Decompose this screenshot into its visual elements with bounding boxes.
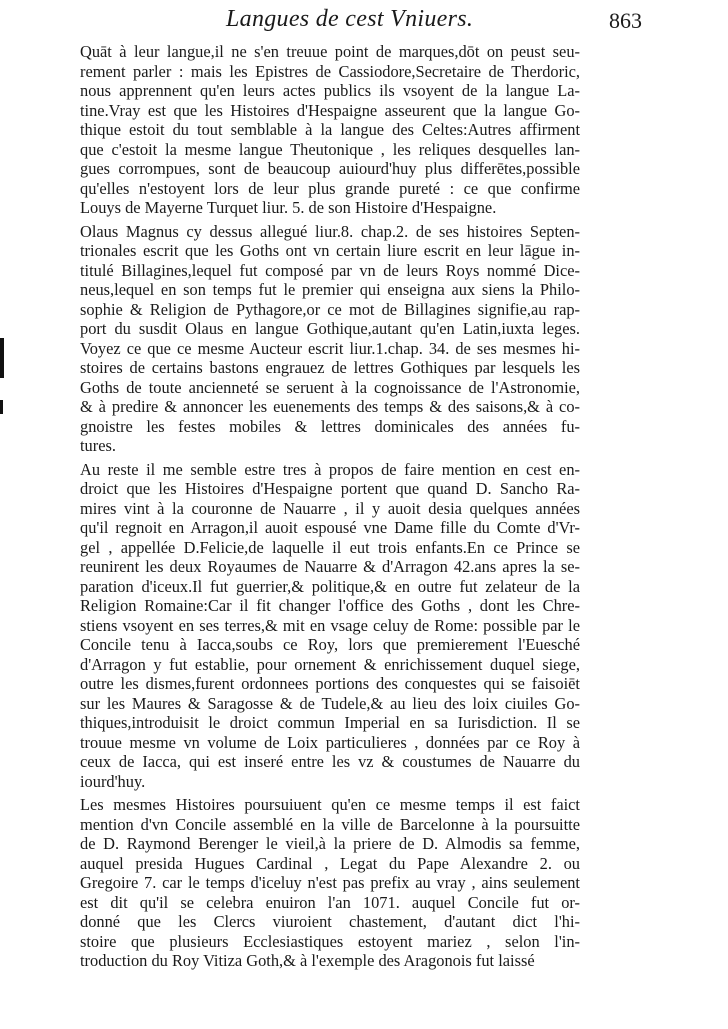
text-line: outre les dismes,furent ordonnees portions des conquestes qui se faisoiēt <box>80 674 580 693</box>
running-title: Langues de cest Vniuers. <box>226 6 474 32</box>
text-line: Goths de toute ancienneté se seruent à la cognoissance de l'Astronomie, <box>80 377 580 397</box>
paragraph <box>80 460 580 792</box>
paragraph <box>80 42 580 218</box>
text-line: paration d'iceux.Il fut guerrier,& politique,& en outre fut zelateur de la <box>80 576 580 596</box>
text-line: neus,lequel en son temps fut le premier qui enseigna aux siens la Philo- <box>80 280 580 299</box>
text-line: qu'il regnoit en Arragon,il auoit espousé vne Dame fille du Comte d'Vr- <box>80 518 580 537</box>
text-line: Louys de Mayerne Turquet liur. 5. de son Histoire d'Hespaigne. <box>80 198 497 217</box>
text-line: iourd'huy. <box>80 771 146 791</box>
text-line: Olaus Magnus cy dessus allegué liur.8. chap.2. de ses histoires Septen- <box>80 221 580 241</box>
text-line: ceux de Iacca, qui est inseré entre les vz & coustumes de Nauarre du <box>80 752 580 771</box>
text-line: trionales escrit que les Goths ont vn certain liure escrit en leur lāgue in- <box>80 241 580 260</box>
text-line: d'Arragon y fut establie, pour ornement & enrichissement duquel siege, <box>80 654 580 674</box>
paragraph <box>80 222 580 456</box>
text-line: Gregoire 7. car le temps d'iceluy n'est pas prefix au vray , ains seulement <box>80 873 580 892</box>
text-line: titulé Billagines,lequel fut composé par vn de leurs Roys nommé Dice- <box>80 260 580 280</box>
text-line: Religion Romaine:Car il fit changer l'office des Goths , dont les Chre- <box>80 596 580 615</box>
binding-edge-mark <box>0 400 3 414</box>
text-body <box>80 42 580 971</box>
text-line: Au reste il me semble estre tres à propos de faire mention en cest en- <box>80 459 580 479</box>
text-line: reunirent les deux Royaumes de Nauarre & d'Arragon 42.ans apres la se- <box>80 557 580 576</box>
text-line: nous apprennent qu'en leurs actes publics ils vsoyent de la langue La- <box>80 81 580 100</box>
text-line: Concile tenu à Iacca,soubs ce Roy, lors que premierement l'Euesché <box>80 635 580 654</box>
text-line: donné que les Clercs viuroient chastement, d'autant dict l'hi- <box>80 912 580 931</box>
text-line: est dit qu'il se celebra enuiron l'an 1071. auquel Concile fut or- <box>80 892 580 912</box>
text-line: stoires de certains bastons engrauez de lettres Gothiques par lesquels les <box>80 358 580 377</box>
text-line: Les mesmes Histoires poursuiuent qu'en ce mesme temps il est faict <box>80 795 580 814</box>
text-line: qu'elles n'estoyent lors de leur plus grande pureté : ce que confirme <box>80 178 580 198</box>
text-line: thiques,introduisit le droict commun Imperial en sa Iurisdiction. Il se <box>80 713 580 732</box>
text-line: mires vint à la couronne de Nauarre , il y auoit desia quelques années <box>80 498 580 518</box>
text-line: gnoistre les festes mobiles & lettres dominicales des années fu- <box>80 416 580 436</box>
text-line: gel , appellée D.Felicie,de laquelle il eut trois enfants.En ce Prince se <box>80 537 580 557</box>
text-line: mention d'vn Concile assemblé en la ville de Barcelonne à la poursuitte <box>80 814 580 834</box>
text-line: droict que les Histoires d'Hespaigne portent que quand D. Sancho Ra- <box>80 479 580 498</box>
binding-edge-mark <box>0 338 4 378</box>
text-line: de D. Raymond Berenger le vieil,à la priere de D. Almodis sa femme, <box>80 834 580 853</box>
text-line: trouue mesme vn volume de Loix particulieres , données par ce Roy à <box>80 732 580 752</box>
text-line: gues corrompues, sont de beaucoup auiourd'huy plus differētes,possible <box>80 159 580 178</box>
text-line: tures. <box>80 436 116 455</box>
text-line: stoire que plusieurs Ecclesiastiques estoyent mariez , selon l'in- <box>80 931 580 951</box>
text-line: sur les Maures & Saragosse & de Tudele,& au lieu des loix ciuiles Go- <box>80 693 580 713</box>
text-line: thique estoit du tout semblable à la langue des Celtes:Autres affirment <box>80 120 580 139</box>
page-header <box>60 6 660 40</box>
text-line: auquel presida Hugues Cardinal , Legat du Pape Alexandre 2. ou <box>80 853 580 873</box>
text-line: port du susdit Olaus en langue Gothique,autant qu'en Latin,iuxta leges. <box>80 319 580 338</box>
text-line: & à predire & annoncer les euenements des temps & des saisons,& à co- <box>80 397 580 416</box>
text-line: troduction du Roy Vitiza Goth,& à l'exemple des Aragonois fut laissé <box>80 951 535 970</box>
text-line: tine.Vray est que les Histoires d'Hespaigne asseurent que la langue Go- <box>80 100 580 120</box>
text-line: stiens vsoyent en ses terres,& mit en vsage celuy de Rome: possible par le <box>80 615 580 635</box>
text-line: sophie & Religion de Pythagore,or ce mot de Billagines signifie,au rap- <box>80 299 580 319</box>
paragraph <box>80 795 580 971</box>
text-line: Quāt à leur langue,il ne s'en treuue point de marques,dōt on peust seu- <box>80 42 580 61</box>
text-line: rement parler : mais les Epistres de Cassiodore,Secretaire de Therdoric, <box>80 61 580 81</box>
text-line: que c'estoit la mesme langue Theutonique , les reliques desquelles lan- <box>80 139 580 159</box>
text-line: Voyez ce que ce mesme Aucteur escrit liur.1.chap. 34. de ses mesmes hi- <box>80 338 580 358</box>
page-number: 863 <box>609 8 642 33</box>
